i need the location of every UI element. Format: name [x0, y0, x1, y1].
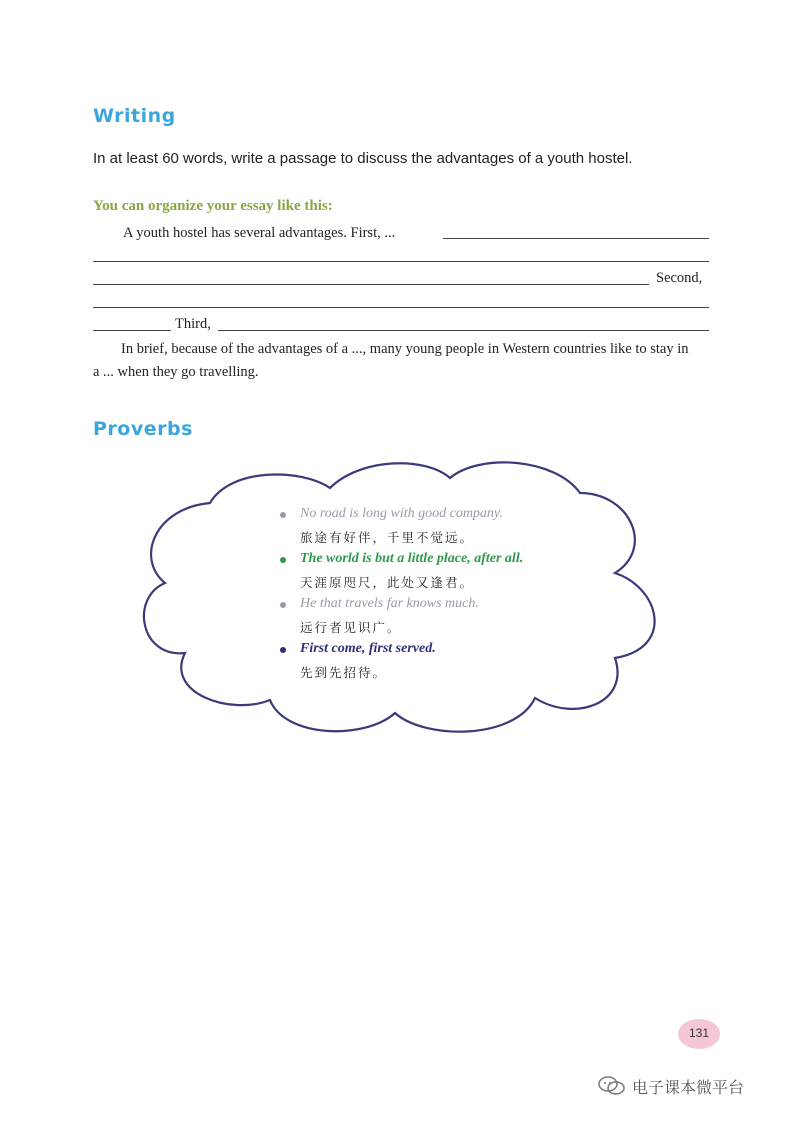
- third-label: Third,: [175, 316, 211, 332]
- proverb-bullet-4: [280, 647, 286, 653]
- page-number: 131: [688, 1026, 710, 1040]
- proverb-english-2: The world is but a little place, after all.: [300, 551, 524, 566]
- blank-line-3[interactable]: [93, 284, 649, 285]
- proverb-bullet-3: [280, 602, 286, 608]
- second-label: Second,: [656, 270, 703, 286]
- proverb-bullet-1: [280, 512, 286, 518]
- proverb-english-1: No road is long with good company.: [300, 506, 503, 521]
- organize-hint: You can organize your essay like this:: [93, 198, 333, 214]
- proverb-chinese-3: 远行者见识广。: [300, 620, 402, 635]
- blank-line-4[interactable]: [93, 307, 709, 308]
- blank-line-2[interactable]: [93, 261, 709, 262]
- essay-opening-text: A youth hostel has several advantages. First, ...: [123, 225, 396, 241]
- closing-line-2: a ... when they go travelling.: [93, 364, 259, 380]
- proverb-chinese-1: 旅途有好伴，千里不觉远。: [300, 530, 475, 545]
- proverb-bullet-2: [280, 557, 286, 563]
- blank-line-1[interactable]: [443, 238, 709, 239]
- wechat-icon: [598, 1076, 626, 1096]
- blank-line-5b[interactable]: [218, 330, 709, 331]
- proverbs-cloud-shape: [135, 448, 675, 740]
- proverb-english-4: First come, first served.: [300, 641, 436, 656]
- writing-heading: Writing: [93, 105, 176, 127]
- writing-instruction: In at least 60 words, write a passage to discuss the advantages of a youth hostel.: [93, 150, 633, 167]
- watermark-text: 电子课本微平台: [632, 1078, 745, 1097]
- blank-line-5a[interactable]: [93, 330, 171, 331]
- closing-line-1: In brief, because of the advantages of a ..., many young people in Western countries like to stay in: [121, 341, 689, 357]
- proverb-english-3: He that travels far knows much.: [300, 596, 479, 611]
- proverbs-heading: Proverbs: [93, 418, 193, 440]
- proverb-chinese-4: 先到先招待。: [300, 665, 388, 680]
- proverb-chinese-2: 天涯原咫尺，此处又逢君。: [300, 575, 475, 590]
